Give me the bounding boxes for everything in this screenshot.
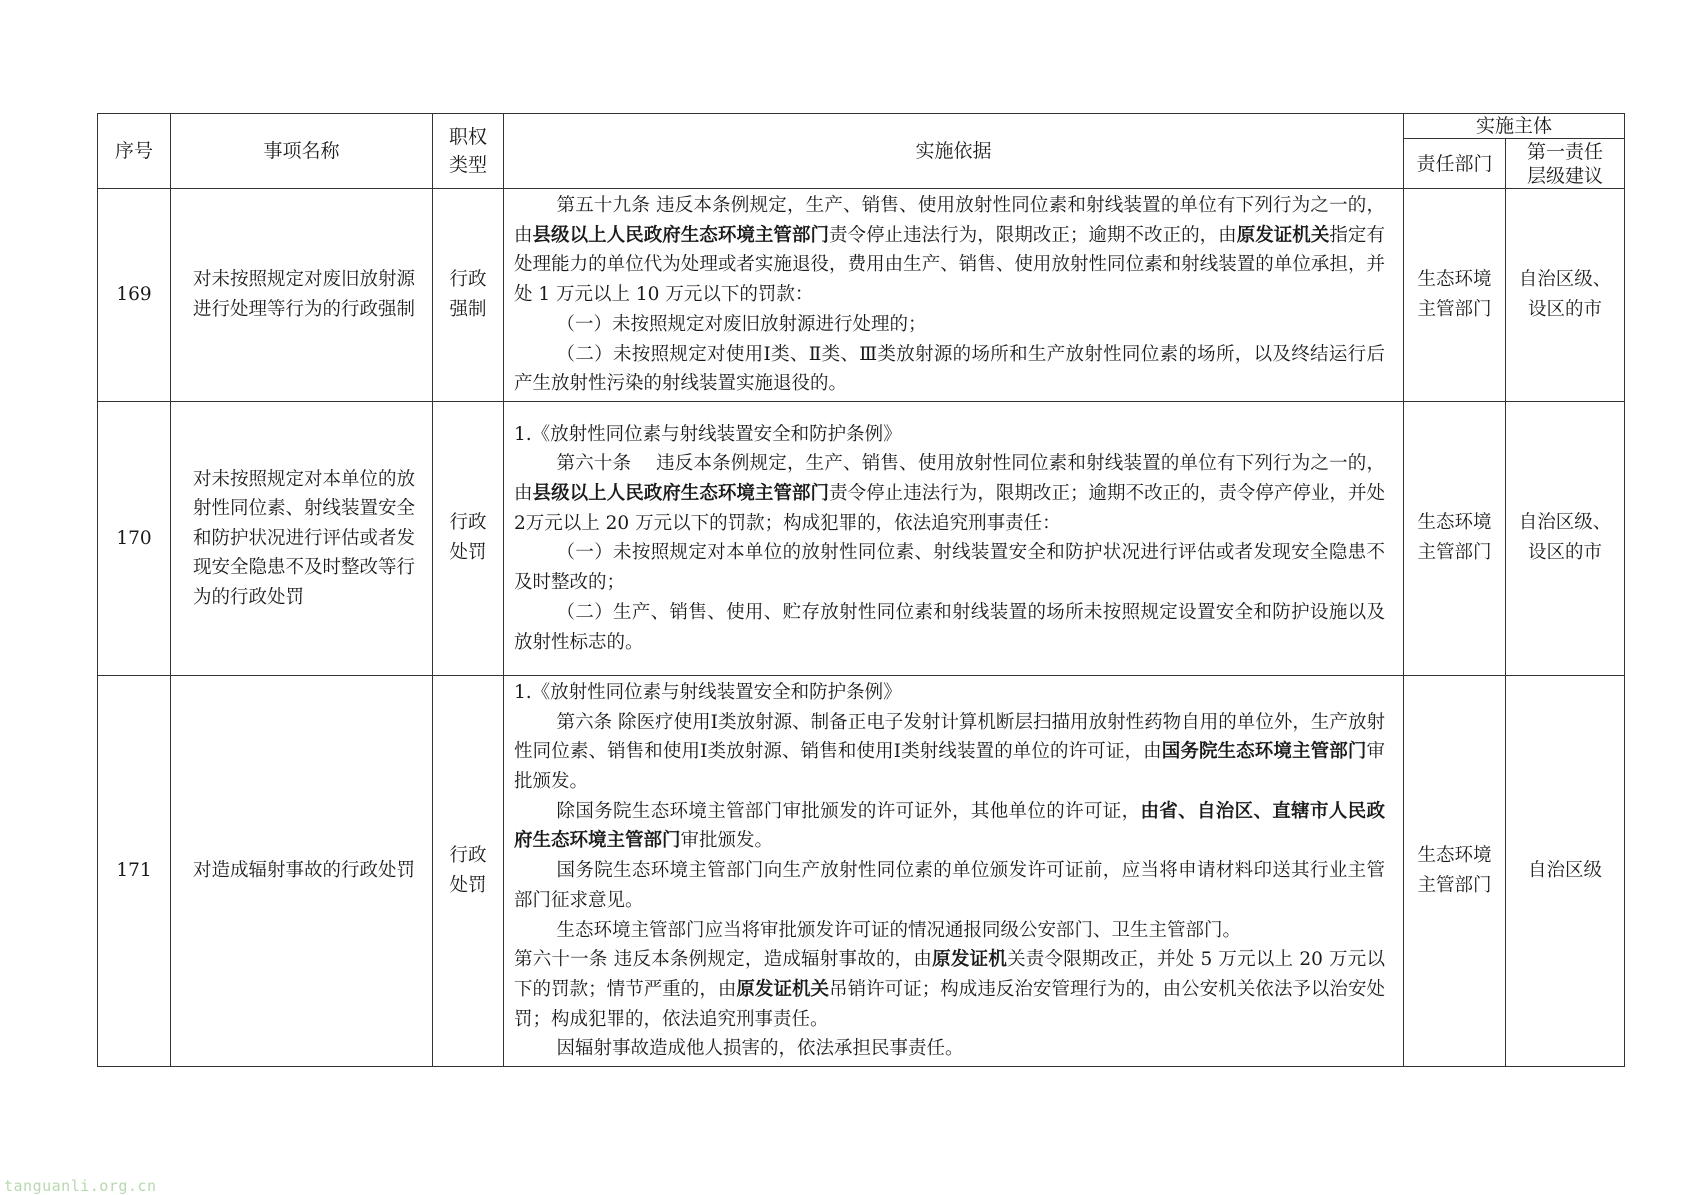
row-number: 169 <box>98 189 171 402</box>
basis-paragraph: 生态环境主管部门应当将审批颁发许可证的情况通报同级公安部门、卫生主管部门。 <box>556 919 1242 941</box>
basis-item: （二）生产、销售、使用、贮存放射性同位素和射线装置的场所未按照规定设置安全和防护设施以及放射性标志的。 <box>514 601 1385 653</box>
matter-name: 对未按照规定对废旧放射源进行处理等行为的行政强制 <box>171 189 433 402</box>
first-level-suggestion <box>1506 189 1625 402</box>
level-line2: 设区的市 <box>1528 542 1603 564</box>
dept-line1: 生态环境 <box>1417 844 1492 866</box>
basis-bold-text: 县级以上人民政府生态环境主管部门 <box>532 483 830 505</box>
basis-paragraph <box>514 945 1385 1034</box>
basis-bold-text: 国务院生态环境主管部门 <box>1161 741 1367 763</box>
authority-type-line2: 处罚 <box>449 874 487 896</box>
authority-type-line1: 行政 <box>449 844 487 866</box>
basis-paragraph: 国务院生态环境主管部门向生产放射性同位素的单位颁发许可证前，应当将申请材料印送其行业主管部门征求意见。 <box>514 860 1385 911</box>
dept-line1: 生态环境 <box>1417 268 1492 290</box>
row-number: 171 <box>98 675 171 1066</box>
dept-line1: 生态环境 <box>1417 512 1492 534</box>
authority-type-line1: 行政 <box>449 268 487 290</box>
header-type <box>433 114 504 189</box>
table-row <box>98 401 1625 675</box>
matters-table <box>97 113 1625 1067</box>
header-subject: 实施主体 <box>1404 114 1625 139</box>
basis-text: 第六十条 违反本条例规定，生产、销售、使用放射性同位素和射线装置的单位有下列行为之一的，由 <box>514 453 1385 505</box>
basis-bold-text: 由省、自治区、直辖市人民政府生态环境主管部门 <box>514 800 1385 852</box>
authority-type <box>433 401 504 675</box>
basis-text: 第六条 除医疗使用Ⅰ类放射源、制备正电子发射计算机断层扫描用放射性药物自用的单位外，生产放射性同位素、销售和使用Ⅰ类放射源、销售和使用Ⅰ类射线装置的单位的许可证，由 <box>514 711 1385 763</box>
basis-paragraph <box>514 797 1385 856</box>
header-basis: 实施依据 <box>504 114 1404 189</box>
basis-text: 第五十九条 违反本条例规定，生产、销售、使用放射性同位素和射线装置的单位有下列行为之一的，由 <box>514 195 1385 246</box>
header-type-line1: 职权 <box>448 126 487 148</box>
table-row <box>98 675 1625 1066</box>
level-line1: 自治区级 <box>1528 859 1603 881</box>
dept-line2: 主管部门 <box>1417 298 1492 320</box>
authority-type <box>433 189 504 402</box>
basis-source-title: 1.《放射性同位素与射线装置安全和防护条例》 <box>514 423 902 445</box>
row-number: 170 <box>98 401 171 675</box>
basis-text: 除国务院生态环境主管部门审批颁发的许可证外，其他单位的许可证， <box>556 800 1141 822</box>
basis-paragraph <box>514 191 1385 310</box>
level-line2: 设区的市 <box>1528 298 1603 320</box>
basis-text: 吊销许可证；构成违反治安管理行为的，由公安机关依法予以治安处罚；构成犯罪的，依法追究刑事责任。 <box>514 978 1385 1030</box>
basis-paragraph: 因辐射事故造成他人损害的，依法承担民事责任。 <box>556 1038 964 1060</box>
basis-bold-text: 县级以上人民政府生态环境主管部门 <box>532 224 830 246</box>
basis-text: 审批颁发。 <box>514 741 1385 793</box>
basis-bold-text: 原发证机关 <box>736 978 830 1000</box>
basis-text: 审批颁发。 <box>680 830 774 852</box>
basis-paragraph <box>514 449 1385 538</box>
basis-item: （一）未按照规定对本单位的放射性同位素、射线装置安全和防护状况进行评估或者发现安全隐患不及时整改的； <box>514 542 1385 594</box>
dept-line2: 主管部门 <box>1417 542 1492 564</box>
basis-source-title: 1.《放射性同位素与射线装置安全和防护条例》 <box>514 681 902 703</box>
basis-text: 关责令限期改正，并处 5 万元以上 20 万元以下的罚款；情节严重的，由 <box>514 949 1385 1000</box>
dept-line2: 主管部门 <box>1417 874 1492 896</box>
header-num: 序号 <box>98 114 171 189</box>
implementation-basis <box>504 189 1404 402</box>
header-level <box>1506 139 1625 189</box>
authority-type-line2: 处罚 <box>449 542 487 564</box>
level-line1: 自治区级、 <box>1518 268 1612 290</box>
first-level-suggestion <box>1506 675 1625 1066</box>
basis-paragraph <box>514 708 1385 797</box>
first-level-suggestion <box>1506 401 1625 675</box>
authority-type-line2: 强制 <box>449 298 487 320</box>
implementation-basis <box>504 401 1404 675</box>
header-type-line2: 类型 <box>448 154 487 176</box>
authority-type <box>433 675 504 1066</box>
basis-text: 第六十一条 违反本条例规定，造成辐射事故的，由 <box>514 949 933 971</box>
header-name: 事项名称 <box>171 114 433 189</box>
matter-name: 对未按照规定对本单位的放射性同位素、射线装置安全和防护状况进行评估或者发现安全隐患不及时整改等行为的行政处罚 <box>171 401 433 675</box>
header-level-line1: 第一责任 <box>1527 140 1604 163</box>
table-row <box>98 189 1625 402</box>
basis-text: 责令停止违法行为，限期改正；逾期不改正的，责令停产停业，并处 2万元以上 20 万元以下的罚款；构成犯罪的，依法追究刑事责任： <box>514 483 1385 534</box>
responsible-dept <box>1404 189 1506 402</box>
basis-item: （一）未按照规定对废旧放射源进行处理的； <box>556 313 927 335</box>
basis-bold-text: 原发证机关 <box>1236 224 1330 246</box>
header-dept: 责任部门 <box>1404 139 1506 189</box>
implementation-basis <box>504 675 1404 1066</box>
basis-item: （二）未按照规定对使用Ⅰ类、Ⅱ类、Ⅲ类放射源的场所和生产放射性同位素的场所，以及终结运行后产生放射性污染的射线装置实施退役的。 <box>514 343 1385 395</box>
basis-bold-text: 原发证机 <box>932 949 1008 971</box>
responsible-dept <box>1404 675 1506 1066</box>
basis-text: 责令停止违法行为，限期改正；逾期不改正的，由 <box>829 224 1237 246</box>
header-level-line2: 层级建议 <box>1527 164 1604 187</box>
matter-name: 对造成辐射事故的行政处罚 <box>171 675 433 1066</box>
level-line1: 自治区级、 <box>1518 512 1612 534</box>
basis-text: 指定有处理能力的单位代为处理或者实施退役，费用由生产、销售、使用放射性同位素和射线装置的单位承担，并处 1 万元以上 10 万元以下的罚款： <box>514 224 1385 306</box>
authority-type-line1: 行政 <box>449 512 487 534</box>
watermark: tanguanli.org.cn <box>4 1177 157 1195</box>
responsible-dept <box>1404 401 1506 675</box>
